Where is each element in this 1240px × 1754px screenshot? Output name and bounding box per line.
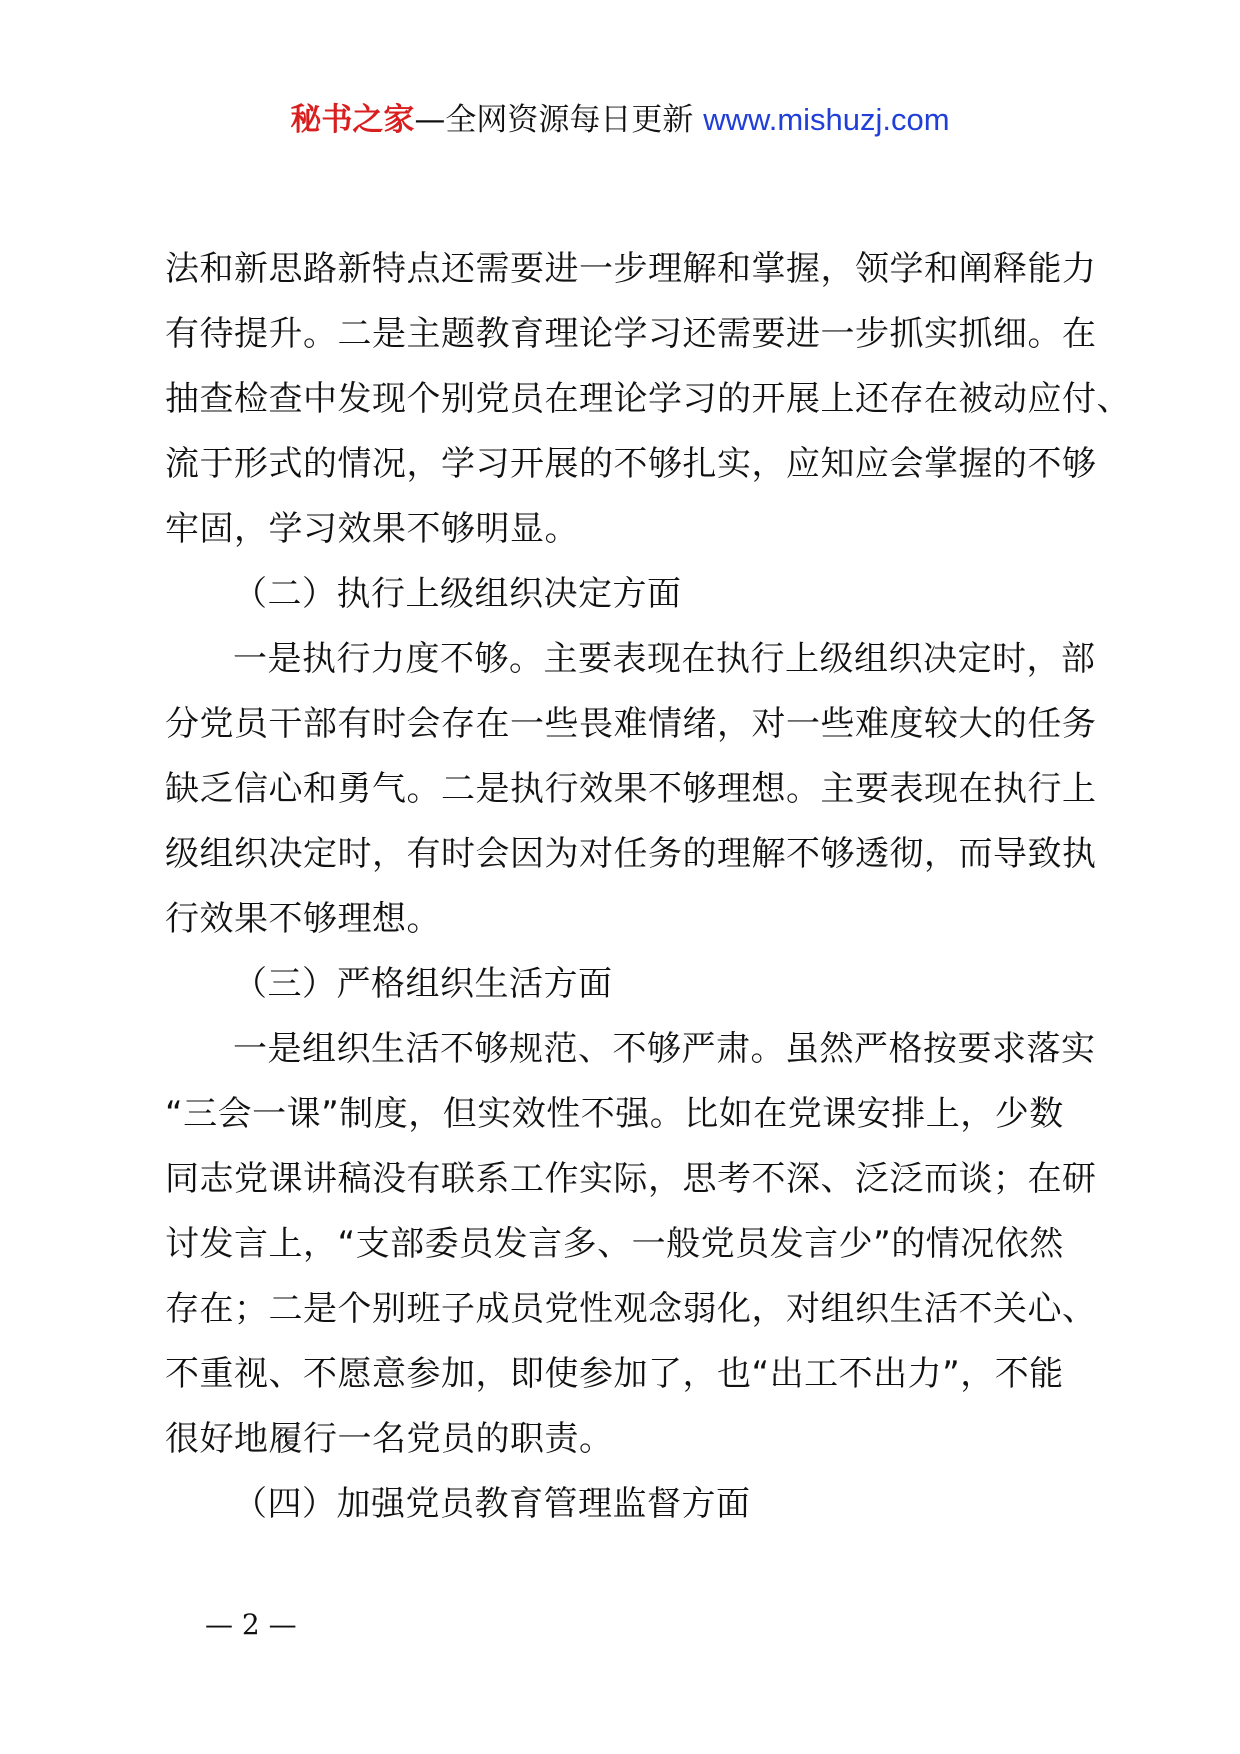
body-line: 很好地履行一名党员的职责。 bbox=[165, 1419, 614, 1459]
section-heading-2: （二）执行上级组织决定方面 bbox=[233, 574, 682, 614]
body-line: 级组织决定时，有时会因为对任务的理解不够透彻，而导致执 bbox=[165, 834, 1097, 874]
site-url-link[interactable]: www.mishuzj.com bbox=[703, 102, 950, 137]
site-header bbox=[0, 100, 1240, 140]
paragraph-first-line: 一是执行力度不够。主要表现在执行上级组织决定时，部 bbox=[233, 639, 1096, 679]
body-line: 抽查检查中发现个别党员在理论学习的开展上还存在被动应付、 bbox=[165, 379, 1131, 419]
brand-name: 秘书之家 bbox=[290, 102, 415, 138]
header-tagline: —全网资源每日更新 bbox=[414, 102, 694, 138]
body-line: 同志党课讲稿没有联系工作实际，思考不深、泛泛而谈；在研 bbox=[165, 1159, 1097, 1199]
body-line: 法和新思路新特点还需要进一步理解和掌握，领学和阐释能力 bbox=[165, 249, 1097, 289]
body-line: 存在；二是个别班子成员党性观念弱化，对组织生活不关心、 bbox=[165, 1289, 1097, 1329]
body-line: “三会一课”制度，但实效性不强。比如在党课安排上，少数 bbox=[165, 1094, 1064, 1134]
page-number: — 2 — bbox=[205, 1608, 297, 1641]
body-line: 流于形式的情况，学习开展的不够扎实，应知应会掌握的不够 bbox=[165, 444, 1097, 484]
body-line: 分党员干部有时会存在一些畏难情绪，对一些难度较大的任务 bbox=[165, 704, 1097, 744]
document-body bbox=[165, 237, 1131, 1537]
body-line: 牢固，学习效果不够明显。 bbox=[165, 509, 579, 549]
body-line: 缺乏信心和勇气。二是执行效果不够理想。主要表现在执行上 bbox=[165, 769, 1097, 809]
section-heading-3: （三）严格组织生活方面 bbox=[233, 964, 613, 1004]
section-heading-4: （四）加强党员教育管理监督方面 bbox=[233, 1484, 751, 1524]
paragraph-first-line: 一是组织生活不够规范、不够严肃。虽然严格按要求落实 bbox=[233, 1029, 1096, 1069]
body-line: 有待提升。二是主题教育理论学习还需要进一步抓实抓细。在 bbox=[165, 314, 1097, 354]
body-line: 讨发言上，“支部委员发言多、一般党员发言少”的情况依然 bbox=[165, 1224, 1064, 1264]
body-line: 行效果不够理想。 bbox=[165, 899, 441, 939]
body-line: 不重视、不愿意参加，即使参加了，也“出工不出力”，不能 bbox=[165, 1354, 1064, 1394]
